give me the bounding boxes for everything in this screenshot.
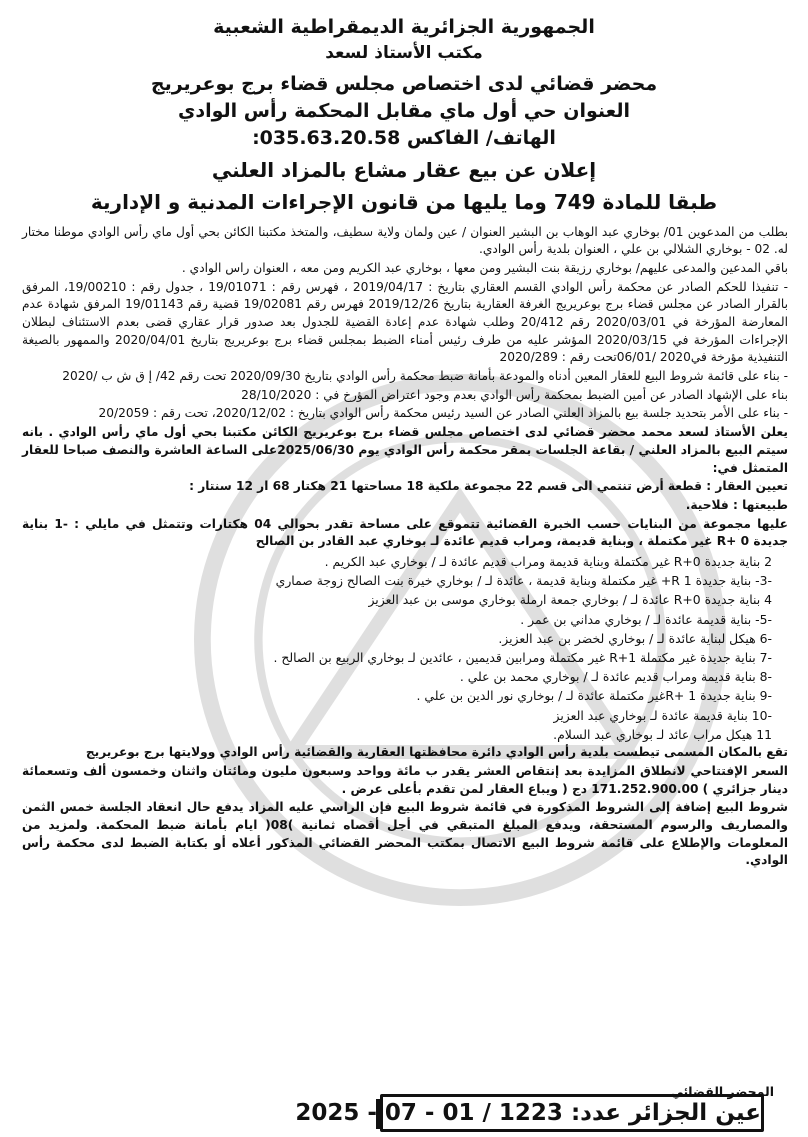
announcement-page — [12, 4, 796, 1132]
list-item: 2 بناية جديدة R+0 غير مكتملة وبناية قديمة ومراب قديم عائدة لـ / بوخاري عبد الكريم . — [324, 553, 772, 569]
paragraph-location: تقع بالمكان المسمى تيطست بلدية رأس الوادي دائرة محافظتها العقارية والقضائية رأس الوادي وولايتها برج بوعريريج — [85, 745, 788, 760]
paragraph-defendants: باقي المدعين والمدعى عليهم/ بوخاري رزيقة بنت البشير ومن معها ، بوخاري عبد الكريم ومن معه ، العنوان راس الوادي . — [181, 260, 788, 275]
paragraph-order: - بناء على الأمر بتحديد جلسة بيع بالمزاد العلني الصادر عن السيد رئيس محكمة رأس الوادي بتاريخ : 2020/12/02، تحت رقم : 20/2059 — [98, 406, 788, 421]
paragraph-certificate: بناء على الإشهاد الصادر عن أمين الضبط بمحكمة رأس الوادي بعدم وجود اعتراض المؤرخ في : 28/10/2020 — [241, 387, 788, 402]
paragraph-nature: طبيعتها : فلاحية. — [685, 497, 788, 512]
issue-number-box: عين الجزائر عدد: 1223 / 01 - 07 - 2025 — [380, 1094, 764, 1132]
list-item: -7 بناية جديدة غير مكتملة R+1 غير مكتملة ومرابين قديمين ، عائدين لـ بوخاري الربيع بن الصالح . — [273, 650, 772, 666]
header — [12, 16, 796, 214]
paragraph-sale-conditions: - بناء على قائمة شروط البيع للعقار المعين أدناه والمودعة بأمانة ضبط محكمة رأس الوادي بتاريخ 2020/09/30 تحت رقم 42/ إ ق ش ب /2020 — [62, 369, 788, 384]
list-item: -6 هيكل لبناية عائدة لـ / بوخاري لخضر بن عبد العزيز. — [498, 630, 772, 646]
header-address: العنوان حي أول ماي مقابل المحكمة رأس الوادي — [177, 99, 631, 122]
paragraph-price: السعر الإفتتاحي لانطلاق المزايدة بعد إنتقاص العشر يقدر ب مائة وواحد وسبعون مليون ومائتان واثنان وخمسون ألف وتسعمائة دينار جزائري ) 171.252.900.00 دج ( ويباع العقار لمن تقدم بأعلى عرض . — [22, 763, 788, 796]
paragraph-buildings: عليها مجموعة من البنايات حسب الخبرة القضائية تتموقع على مساحة تقدر بحوالي 04 هكتارات وتتمثل في مايلي : -1 بناية جديدة 0 +R غير مكتملة ، وبناية قديمة، ومراب قديم عائدة لـ بوخاري عبد القادر بن الصالح — [22, 516, 789, 549]
signature-label: المحضر القضائي — [670, 1084, 774, 1099]
legal-reference: طبقا للمادة 749 وما يليها من قانون الإجراءات المدنية و الإدارية — [90, 189, 718, 214]
header-bailiff: محضر قضائي لدى اختصاص مجلس قضاء برج بوعريريج — [150, 73, 658, 96]
announcement-title: إعلان عن بيع عقار مشاع بالمزاد العلني — [211, 157, 597, 182]
announcement-body — [12, 224, 796, 551]
buildings-list — [12, 552, 796, 744]
list-item: 4 بناية جديدة R+0 عائدة لـ / بوخاري جمعة ارملة بوخاري موسى بن عبد العزيز — [368, 592, 772, 608]
list-item: 11 هيكل مراب عائد لـ بوخاري عبد السلام. — [553, 726, 772, 742]
paragraph-judgment: - تنفيذا للحكم الصادر عن محكمة رأس الوادي القسم العقاري بتاريخ : 2019/04/17 ، فهرس رقم : 19/01071 ، جدول رقم : 19/00210، المرفق بالقرار الصادر عن مجلس قضاء برج بوعريريج الغرفة العقارية بتاريخ 2019/12/26 فهرس رقم 19/02081 قضية رقم 19/01143 المرفق شهادة عدم المعارضة المؤرخة في 2020/03/01 رقم 20/412 وطلب شهادة عدم إعادة القضية للجدول بعد صدور قرار عقاري قضى بعدم الاستئناف لبطلان الإجراءات المؤرخة في 2020/03/15 المؤشر عليه من طرف رئيس أمناء الضبط بمجلس قضاء برج بوعريريج بتاريخ 2020/04/01 والممهور بالصيغة التنفيذية مؤرخة في2020 /06/01تحت رقم : 2020/289 — [22, 279, 789, 365]
list-item: -3- بناية جديدة 1 R+ غير مكتملة وبناية قديمة ، عائدة لـ / بوخاري خيرة بنت الصالح زوجة صماري — [275, 573, 772, 589]
list-item: -5- بناية قديمة عائدة لـ / بوخاري مداني بن عمر . — [520, 611, 772, 627]
list-item: -9 بناية جديدة 1 +Rغير مكتملة عائدة لـ / بوخاري نور الدين بن علي . — [416, 688, 772, 704]
paragraph-plaintiffs: بطلب من المدعوين 01/ بوخاري عبد الوهاب بن البشير العنوان / عين ولمان ولاية سطيف، والمتخذ مكتبنا الكائن بحي أول ماي رأس الوادي موطنا مختار له. 02 - بوخاري الشلالي بن علي ، العنوان بلدية رأس الوادي. — [22, 224, 789, 257]
closing-section — [12, 744, 796, 870]
paragraph-terms: شروط البيع إضافة إلى الشروط المذكورة في قائمة شروط البيع فإن الراسي عليه المزاد يدفع حال انعقاد الجلسة خمس الثمن والمصاريف والرسوم المستحقة، ويدفع المبلغ المتبقي في أجل أقصاه ثمانية )08( ايام بأمانة ضبط المحكمة. ولمزيد من المعلومات والإطلاع على قائمة شروط البيع الاتصال بمكتب المحضر القضائي المذكور أعلاه أو بكتابة الضبط لدى محكمة رأس الوادي. — [22, 800, 788, 868]
paragraph-sale-date: يعلن الأستاذ لسعد محمد محضر قضائي لدى اختصاص مجلس قضاء برج بوعريريج الكائن مكتبنا بحي أول ماي رأس الوادي . بانه سيتم البيع بالمزاد العلني / بقاعة الجلسات بمقر محكمة رأس الوادي يوم 2025/06/30على الساعة العاشرة والنصف صباحا للعقار المتمثل في: — [22, 425, 788, 475]
header-republic: الجمهورية الجزائرية الديمقراطية الشعبية — [213, 16, 595, 38]
header-office: مكتب الأستاذ لسعد — [325, 42, 483, 63]
paragraph-property: تعيين العقار : قطعة أرض تنتمي الى قسم 22 مجموعة ملكية 18 مساحتها 21 هكتار 68 ار 12 سنتار : — [189, 479, 788, 494]
header-phone: الهاتف/ الفاكس 035.63.20.58: — [252, 126, 556, 149]
list-item: -8 بناية قديمة ومراب قديم عائدة لـ / بوخاري محمد بن علي . — [459, 669, 772, 685]
list-item: -10 بناية قديمة عائدة لـ بوخاري عبد العزيز — [553, 707, 772, 723]
